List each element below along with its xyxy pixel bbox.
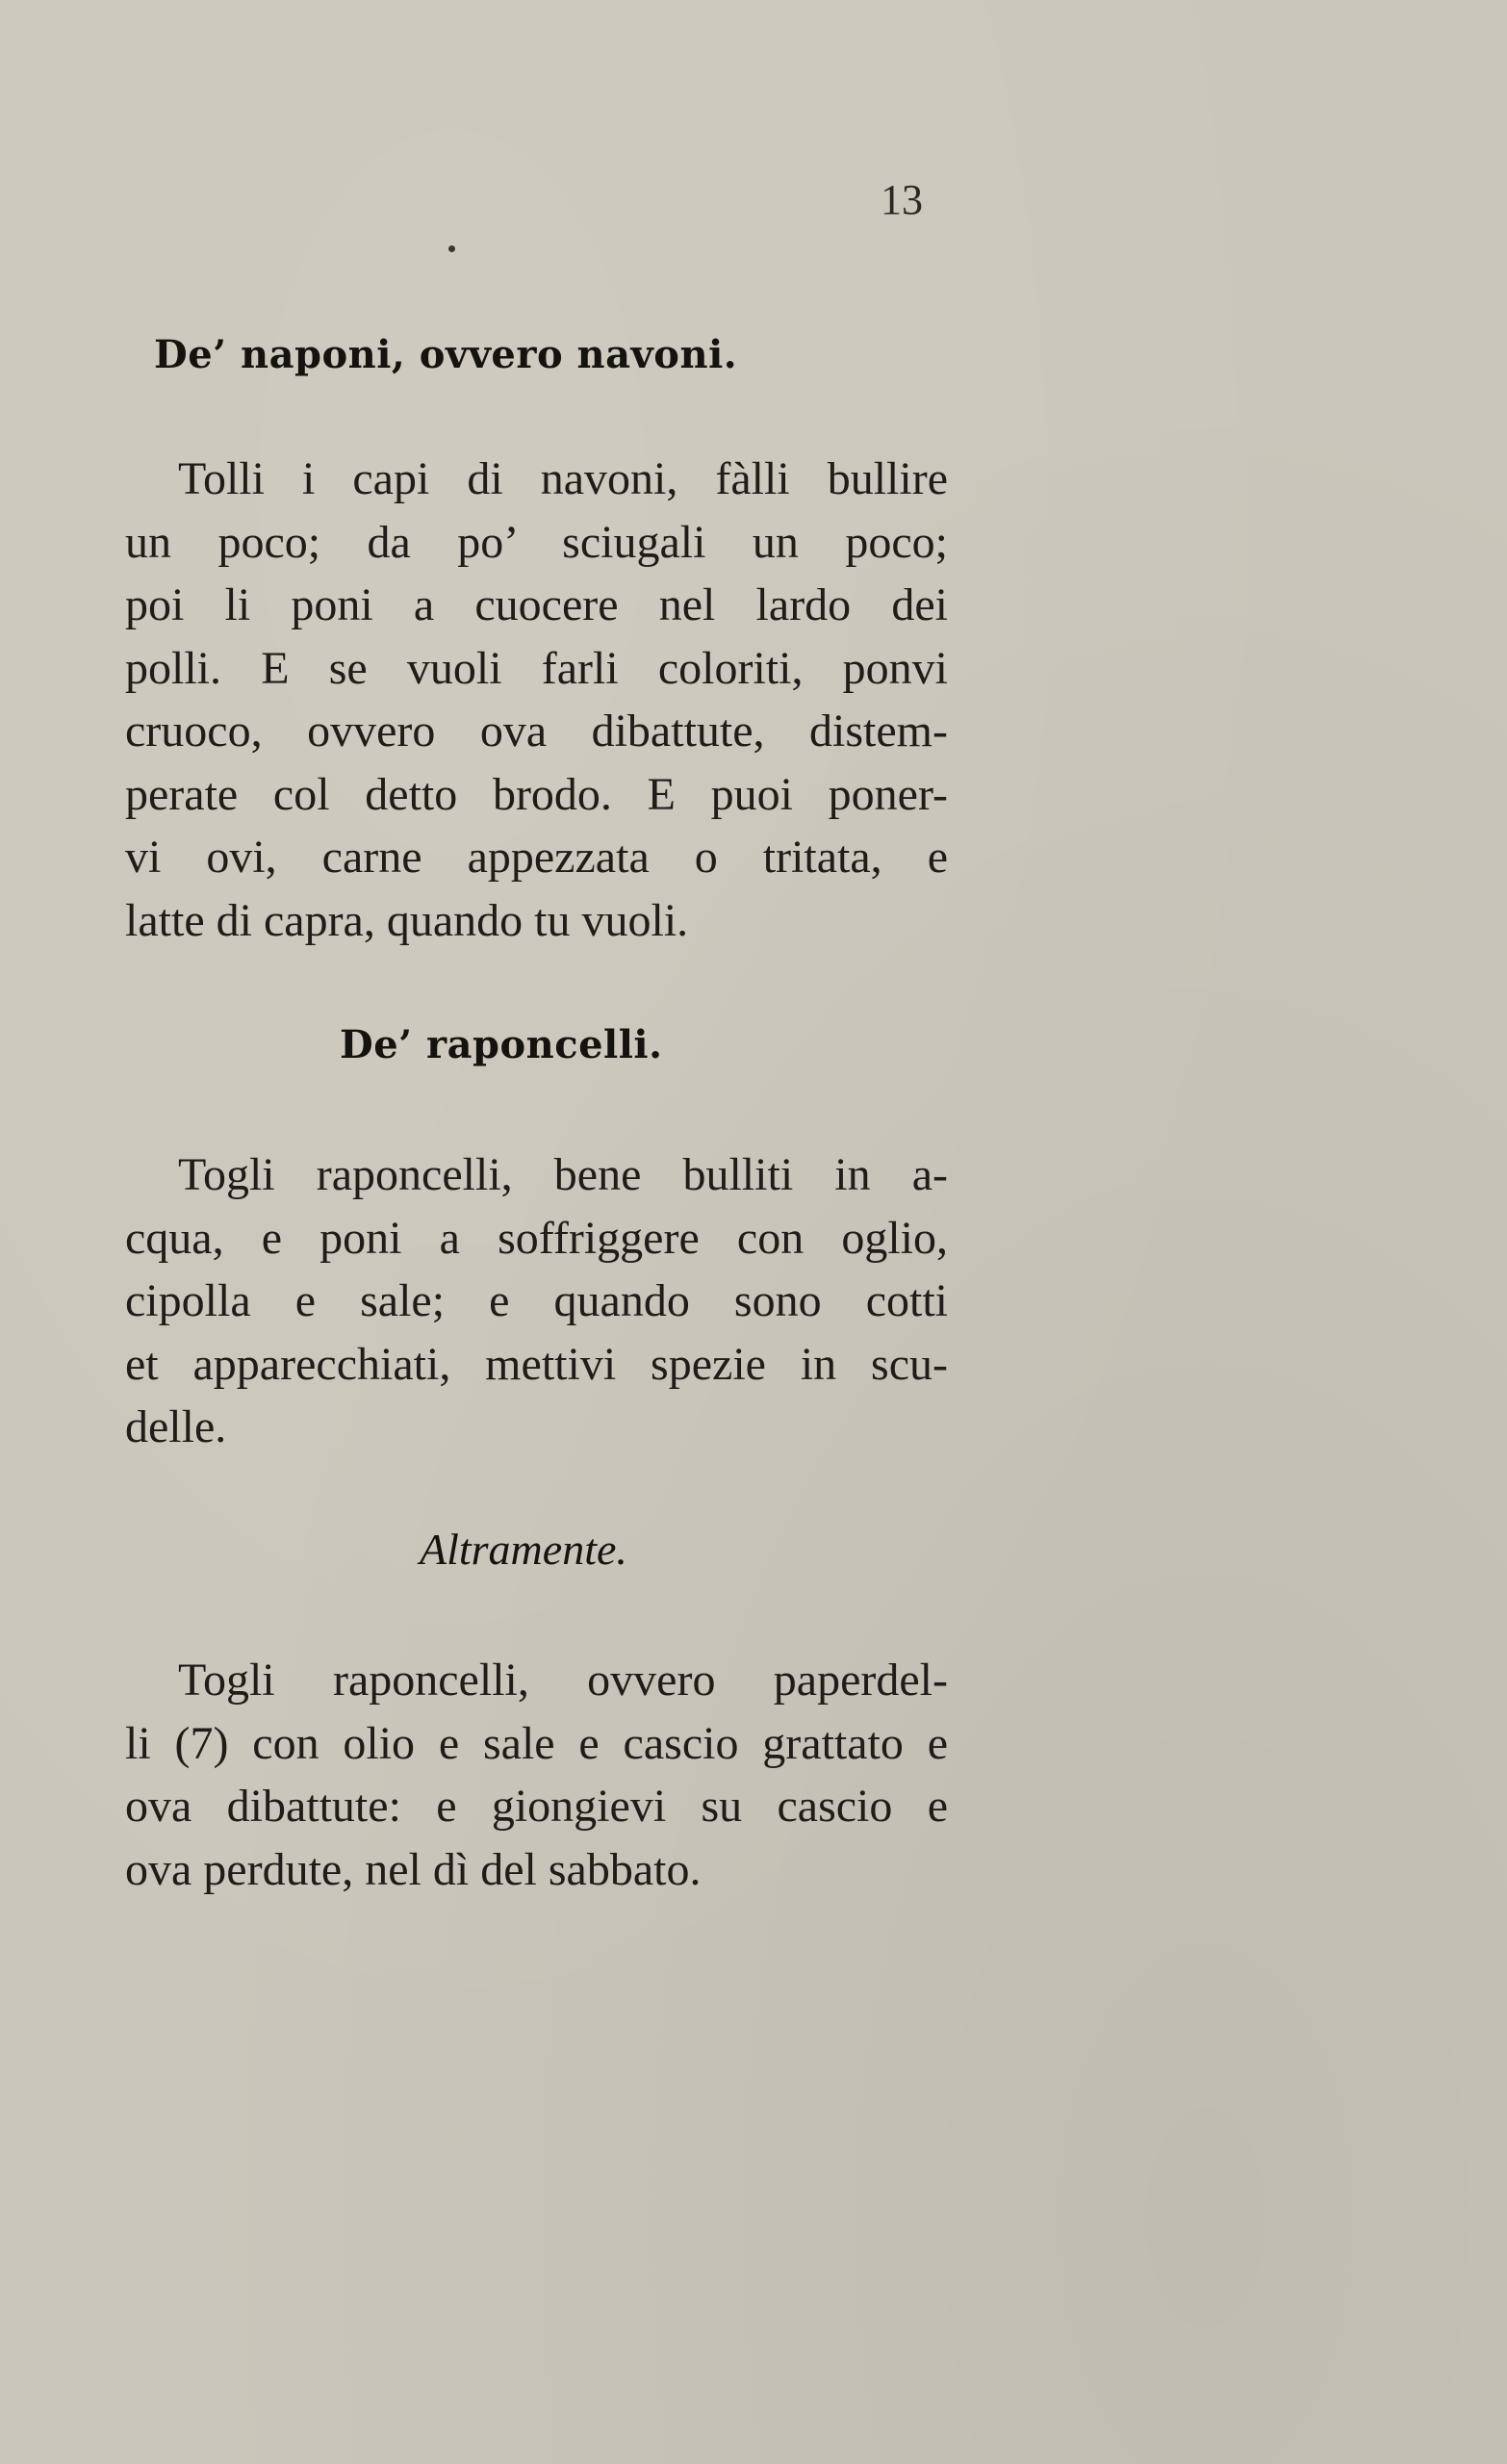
- text-line: vi ovi, carne appezzata o tritata, e: [125, 832, 948, 883]
- text-line: latte di capra, quando tu vuoli.: [125, 894, 689, 946]
- text-line: ova dibattute: e giongievi su cascio e: [125, 1781, 948, 1832]
- text-line: cqua, e poni a soffriggere con oglio,: [125, 1212, 948, 1264]
- text-line: Tolli i capi di navoni, fàlli bullire: [178, 453, 948, 504]
- text-line: cruoco, ovvero ova dibattute, distem-: [125, 706, 948, 757]
- section-heading-naponi: De’ naponi, ovvero navoni.: [154, 332, 738, 377]
- text-line: perate col detto brodo. E puoi poner-: [125, 768, 948, 820]
- text-line: cipolla e sale; e quando sono cotti: [125, 1275, 948, 1326]
- page-number: 13: [881, 176, 923, 223]
- text-line: Togli raponcelli, bene bulliti in a-: [178, 1149, 948, 1200]
- text-line: li (7) con olio e sale e cascio grattato e: [125, 1717, 948, 1769]
- section-heading-raponcelli: De’ raponcelli.: [340, 1022, 663, 1067]
- text-line: un poco; da po’ sciugali un poco;: [125, 516, 948, 568]
- text-line: et apparecchiati, mettivi spezie in scu-: [125, 1338, 948, 1390]
- ink-speck: [448, 245, 455, 252]
- text-line: delle.: [125, 1401, 227, 1452]
- text-line: polli. E se vuoli farli coloriti, ponvi: [125, 642, 948, 694]
- section-heading-altramente: Altramente.: [420, 1525, 627, 1574]
- section-text-altramente: [125, 1649, 948, 1901]
- text-line: Togli raponcelli, ovvero paperdel-: [178, 1655, 948, 1706]
- text-line: poi li poni a cuocere nel lardo dei: [125, 579, 948, 630]
- section-text-raponcelli: [125, 1143, 948, 1459]
- text-line: ova perdute, nel dì del sabbato.: [125, 1843, 702, 1895]
- section-text-naponi: [125, 448, 948, 952]
